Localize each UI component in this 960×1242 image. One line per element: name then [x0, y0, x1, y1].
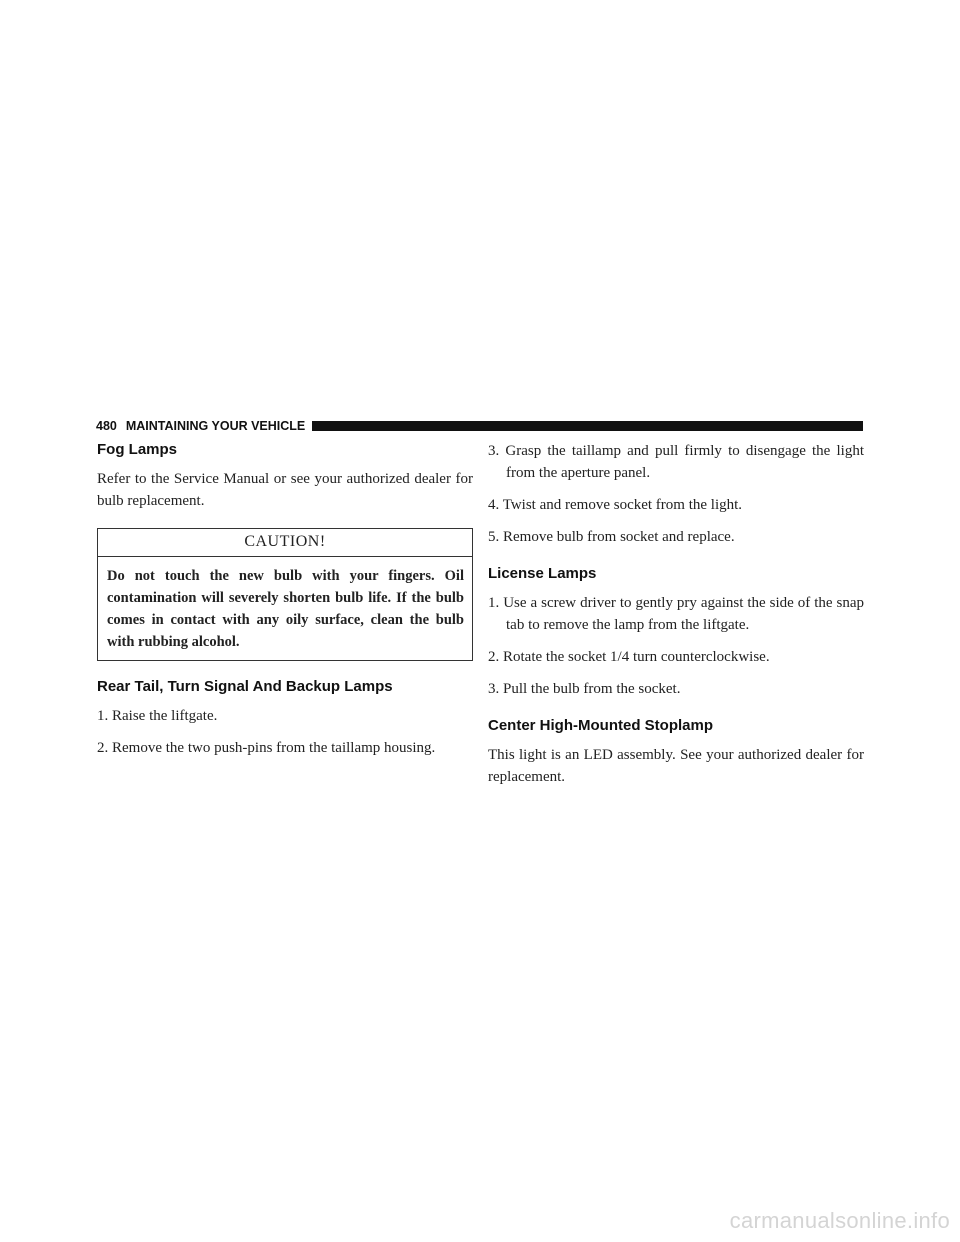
license-step-1: 1. Use a screw driver to gently pry against the side of the snap tab to remove the lamp from the liftgate. [488, 595, 864, 633]
rear-step-2: 2. Remove the two push-pins from the taillamp housing. [97, 740, 436, 756]
caution-box [97, 528, 473, 661]
fog-lamps-heading: Fog Lamps [97, 441, 178, 458]
rear-step-1: 1. Raise the liftgate. [97, 708, 218, 724]
watermark: carmanualsonline.info [729, 1208, 950, 1233]
license-step-2: 2. Rotate the socket 1/4 turn counterclockwise. [488, 649, 770, 665]
section-title: MAINTAINING YOUR VEHICLE [125, 419, 306, 433]
caution-title: CAUTION! [98, 529, 472, 557]
chmsl-text: This light is an LED assembly. See your authorized dealer for replacement. [488, 747, 864, 785]
rear-step-4: 4. Twist and remove socket from the light. [488, 497, 743, 513]
license-step-3: 3. Pull the bulb from the socket. [488, 681, 681, 697]
left-column [97, 440, 473, 769]
license-lamps-heading: License Lamps [488, 565, 597, 582]
caution-text: Do not touch the new bulb with your fingers. Oil contamination will severely shorten bulb life. If the bulb comes in contact with any oily surface, clean the bulb with rubbing alcohol. [107, 568, 464, 650]
right-column [488, 440, 864, 799]
fog-lamps-text: Refer to the Service Manual or see your authorized dealer for bulb replacement. [97, 471, 473, 509]
header-rule [312, 421, 863, 431]
rear-step-5: 5. Remove bulb from socket and replace. [488, 529, 735, 545]
rear-step-3: 3. Grasp the taillamp and pull firmly to disengage the light from the aperture panel. [488, 443, 864, 481]
chmsl-heading: Center High-Mounted Stoplamp [488, 717, 713, 734]
rear-lamps-heading: Rear Tail, Turn Signal And Backup Lamps [97, 678, 393, 695]
page-number: 480 [96, 419, 117, 433]
page-header [96, 419, 863, 433]
